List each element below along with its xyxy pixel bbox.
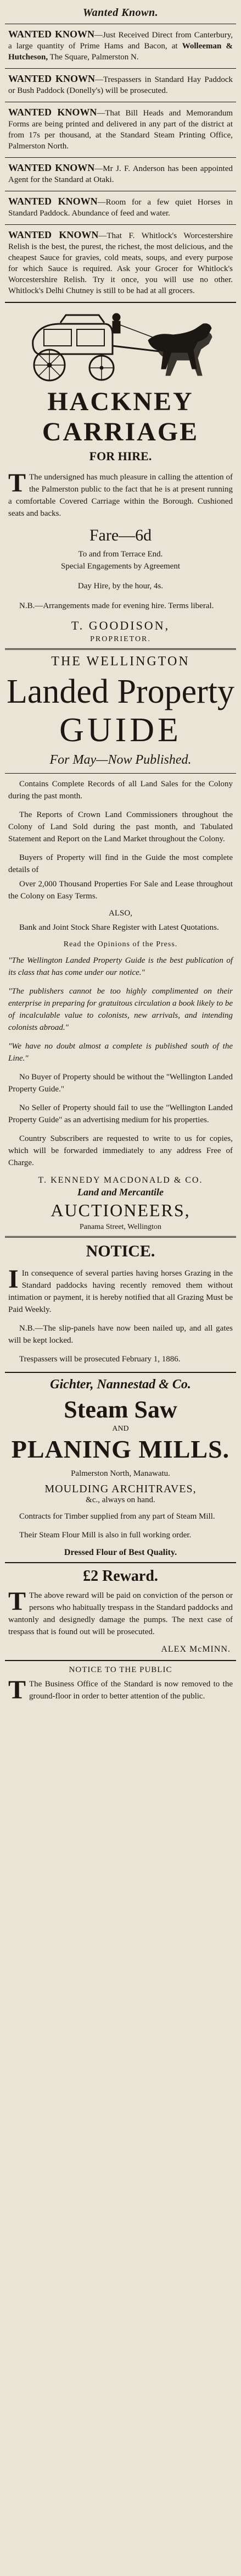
divider (5, 773, 236, 774)
carriage-route: To and from Terrace End. (78, 550, 163, 559)
landed-p5: Bank and Joint Stock Share Register with Latest Quotations. (19, 923, 219, 932)
landed-opinions-head: Read the Opinions of the Press. (63, 940, 178, 948)
horse-carriage-icon (22, 307, 220, 384)
wanted-ad-5 (8, 196, 233, 219)
divider (5, 1562, 236, 1563)
ad-text: —Mr J. F. Anderson has been appointed Agent for the Standard at Otaki. (8, 164, 233, 184)
sawmill-p2: Their Steam Flour Mill is also in full working order. (19, 1531, 192, 1540)
carriage-proprietor-name: T. GOODISON, (71, 619, 170, 632)
landed-p4: Over 2,000 Thousand Properties For Sale and Lease throughout the Colony on Easy Terms. (8, 880, 233, 901)
reward-signature: ALEX McMINN. (161, 1645, 231, 1654)
ad-text: —Room for a few quiet Horses in Standard Paddock. Abundance of feed and water. (8, 198, 233, 218)
sawmill-steam: Steam Saw (64, 1396, 177, 1423)
carriage-body-text: The undersigned has much pleasure in calling the attention of the Palmerston public to the fact that he is at present running a comfortable Covered Carriage within the Borough. Cushioned seats and backs. (8, 473, 233, 518)
sawmill-etc: &c., always on hand. (86, 1496, 155, 1504)
landed-quote-1: "The Wellington Landed Property Guide is the best publication of its class that has come under our notice." (8, 956, 233, 977)
ad-text: —That F. Whitlock's Worcestershire Relish is the best, the purest, the richest, the most delicious, and the cheapest Sauce for gravies, cold meats, soups, and every purpose for which Sauce is required. Ask your Grocer for Whitlock's Worcestershire Relish. Try it once, you will use no other. Whitlock's Delhi Chutney is still to be had at all grocers. (8, 231, 233, 295)
sawmill-moulding: MOULDING ARCHITRAVES, (44, 1483, 197, 1495)
public-title: NOTICE TO THE PUBLIC (69, 1665, 172, 1674)
landed-p1: Contains Complete Records of all Land Sales for the Colony during the past month. (8, 780, 233, 801)
landed-title: Landed Property (7, 673, 234, 710)
landed-pub: THE WELLINGTON (51, 654, 190, 669)
carriage-fare: Fare—6d (89, 526, 152, 544)
divider (5, 648, 236, 650)
landed-p6: No Buyer of Property should be without the "Wellington Landed Property Guide." (8, 1073, 233, 1094)
notice-p3: Trespassers will be prosecuted February 1, 1886. (19, 1355, 181, 1364)
landed-firm-name: T. KENNEDY MACDONALD & CO. (38, 1176, 203, 1185)
carriage-day-hire: Day Hire, by the hour, 4s. (77, 582, 164, 591)
wanted-ad-3 (8, 107, 233, 152)
notice-p1-wrap: I In consequence of several parties having horses Grazing in the Standard paddocks having recently removed them without intimation or payment, it is hereby notified that all Grazing Must be Paid Weekly. (8, 1265, 233, 1314)
landed-p8: Country Subscribers are requested to write to us for copies, which will be forwarded immediately to any address Free of Charge. (8, 1134, 233, 1167)
divider (5, 224, 236, 225)
ad-lead: WANTED KNOWN (8, 73, 95, 84)
reward-p1-wrap: T The above reward will be paid on conviction of the person or persons who habitually trespass in the Standard paddocks and wantonly and designedly damage the pumps. The next case of trespass that is found out will be prosecuted. (8, 1587, 233, 1636)
notice-p1: In consequence of several parties having horses Grazing in the Standard paddocks having recently removed them without intimation or payment, it is hereby notified that all Grazing Must be Paid Weekly. (8, 1269, 233, 1314)
landed-guide: GUIDE (59, 711, 182, 749)
divider (5, 1372, 236, 1373)
ad-tail: The Square, Palmerston N. (49, 53, 139, 62)
landed-p2: The Reports of Crown Land Commissioners throughout the Colony of Land Sold during the past month, and Tabulated Statement and Report on the Land Market throughout the Colony. (8, 810, 233, 843)
ad-lead: WANTED KNOWN (8, 107, 97, 118)
ad-lead: WANTED KNOWN (8, 196, 98, 207)
reward-p1: The above reward will be paid on conviction of the person or persons who habitually trespass in the Standard paddocks and wantonly and designedly damage the pumps. The next case of trespass that is found out will be prosecuted. (8, 1591, 233, 1636)
divider (5, 1660, 236, 1661)
sawmill-and: AND (112, 1425, 129, 1433)
carriage-proprietor-role: PROPRIETOR. (90, 635, 151, 643)
sawmill-location: Palmerston North, Manawatu. (71, 1469, 170, 1478)
landed-issue: For May—Now Published. (49, 753, 192, 767)
ad-firm: Wolleeman & Hutcheson, (8, 42, 233, 62)
reward-title: £2 Reward. (83, 1568, 158, 1585)
carriage-nb: N.B.—Arrangements made for evening hire. Terms liberal. (19, 602, 214, 610)
wanted-ad-6 (8, 229, 233, 296)
notice-title: NOTICE. (86, 1242, 155, 1260)
ad-lead: WANTED KNOWN (8, 229, 99, 240)
ad-lead: WANTED KNOWN (8, 162, 95, 173)
divider (5, 157, 236, 158)
divider (5, 1236, 236, 1238)
ad-text: —That Bill Heads and Memorandum Forms are being printed and delivered in any part of the district at from 17s per thousand, at the Standard Steam Printing Office, Palmerston North. (8, 109, 233, 151)
public-p1-wrap: T The Business Office of the Standard is now removed to the ground-floor in order to better attention of the public. (8, 1675, 233, 1705)
carriage-title: HACKNEY CARRIAGE (42, 387, 199, 446)
landed-firm-type: Land and Mercantile (77, 1187, 164, 1198)
wanted-heading: Wanted Known. (82, 7, 159, 19)
landed-firm-auctioneers: AUCTIONEERS, (51, 1200, 190, 1220)
landed-also: ALSO, (109, 909, 132, 918)
landed-firm-address: Panama Street, Wellington (79, 1223, 162, 1231)
sawmill-firm: Gichter, Nannestad & Co. (50, 1377, 191, 1392)
ad-lead: WANTED KNOWN (8, 29, 95, 40)
divider (5, 68, 236, 69)
notice-p2: N.B.—The slip-panels have now been nailed up, and all gates will be kept locked. (8, 1324, 233, 1345)
public-p1: The Business Office of the Standard is now removed to the ground-floor in order to better attention of the public. (29, 1680, 233, 1701)
landed-p3: Buyers of Property will find in the Guide the most complete details of (8, 853, 233, 874)
carriage-illustration (5, 307, 236, 384)
carriage-subtitle: FOR HIRE. (89, 449, 152, 463)
landed-p7: No Seller of Property should fail to use the "Wellington Landed Property Guide" as an advertising medium for his properties. (8, 1104, 233, 1124)
landed-quote-3: "We have no doubt almost a complete is published south of the Line." (8, 1042, 233, 1063)
carriage-body: T The undersigned has much pleasure in calling the attention of the Palmerston public to the fact that he is at present running a comfortable Covered Carriage within the Borough. Cushioned seats and backs. (8, 468, 233, 518)
wanted-ad-4 (8, 162, 233, 185)
sawmill-p3: Dressed Flour of Best Quality. (64, 1548, 177, 1557)
sawmill-planing: PLANING MILLS. (11, 1435, 230, 1463)
sawmill-p1: Contracts for Timber supplied from any part of Steam Mill. (19, 1512, 215, 1521)
newspaper-column (5, 0, 236, 1705)
carriage-special: Special Engagements by Agreement (60, 562, 181, 571)
ad-text: —Trespassers in Standard Hay Paddock or Bush Paddock (Donelly's) will be prosecuted. (8, 75, 233, 95)
wanted-ad-1 (8, 29, 233, 63)
landed-quote-2: "The publishers cannot be too highly complimented on their enterprise in preparing for gratuitous circulation a book likely to be of incalculable value to colonists, new arrivals, and intending colonists abroad." (8, 987, 233, 1032)
divider (5, 302, 236, 303)
wanted-ad-2 (8, 73, 233, 96)
ad-text: —Just Received Direct from Canterbury, a large quantity of Prime Hams and Bacon, at (8, 31, 233, 51)
